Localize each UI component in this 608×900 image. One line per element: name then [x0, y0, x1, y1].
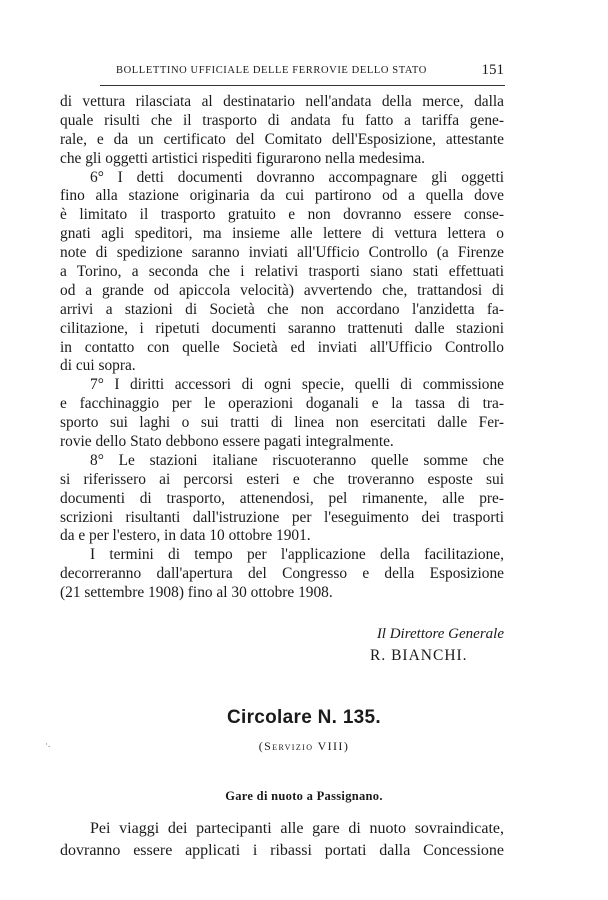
body-line: 6° I detti documenti dovranno accompagnare gli oggetti	[90, 168, 504, 186]
page-number: 151	[481, 62, 504, 78]
body-line: a Torino, a seconda che i relativi trasporti siano stati effettuati	[60, 263, 504, 281]
body-line: (21 settembre 1908) fino al 30 ottobre 1908.	[60, 584, 333, 602]
signature-block	[300, 624, 504, 667]
body-line: cilitazione, i ripetuti documenti saranno trattenuti dalle stazioni	[60, 319, 504, 337]
signature-name: R. BIANCHI.	[370, 647, 468, 664]
body-line: sporto sui laghi o sui tratti di linea non esercitati dalle Fer-	[60, 414, 504, 432]
body-line: dovranno essere applicati i ribassi portati dalla Concessione	[60, 842, 504, 859]
body-line: si riferissero ai percorsi esteri e che troveranno esposte sui	[60, 470, 504, 488]
circular-body-text	[60, 818, 504, 862]
circular-title: Circolare N. 135.	[226, 707, 381, 728]
body-line: documenti di trasporto, attenendosi, pel rimanente, alle pre-	[60, 489, 504, 507]
service-label: (Servizio VIII)	[258, 739, 350, 753]
body-line: da e per l'estero, in data 10 ottobre 1901.	[60, 527, 311, 545]
body-line: che gli oggetti artistici rispediti figurarono nella medesima.	[60, 149, 425, 167]
body-line: scrizioni risultanti dall'istruzione per l'eseguimento dei trasporti	[60, 508, 504, 526]
body-line: di cui sopra.	[60, 357, 136, 375]
print-speck-icon: ·.	[45, 739, 51, 749]
section-heading: Gare di nuoto a Passignano.	[225, 789, 383, 803]
body-line: od a grande od apiccola velocità) avvertendo che, trattandosi di	[60, 281, 504, 299]
body-line: Pei viaggi dei partecipanti alle gare di nuoto sovraindicate,	[90, 820, 504, 837]
body-line: gnati agli speditori, ma insieme alle lettere di vettura lettera o	[60, 225, 504, 243]
running-header	[100, 62, 504, 83]
signature-role: Il Direttore Generale	[376, 626, 504, 642]
body-line: rovie dello Stato debbono essere pagati integralmente.	[60, 433, 394, 451]
body-line: 8° Le stazioni italiane riscuoteranno quelle somme che	[90, 451, 504, 469]
body-line: I termini di tempo per l'applicazione della facilitazione,	[90, 546, 504, 564]
header-rule	[100, 85, 505, 86]
body-line: note di spedizione saranno inviati all'Ufficio Controllo (a Firenze	[60, 244, 504, 262]
body-line: arrivi a stazioni di Società che non accordano l'anzidetta fa-	[60, 300, 504, 318]
body-line: 7° I diritti accessori di ogni specie, quelli di commissione	[90, 376, 504, 394]
body-line: rale, e da un certificato del Comitato dell'Esposizione, attestante	[60, 130, 504, 148]
body-line: e facchinaggio per le operazioni doganali e la tassa di tra-	[60, 395, 504, 413]
body-line: decorreranno dall'apertura del Congresso e della Esposizione	[60, 565, 504, 583]
body-line: di vettura rilasciata al destinatario nell'andata della merce, dalla	[60, 93, 504, 110]
body-line: in contatto con quelle Società ed inviati all'Ufficio Controllo	[60, 338, 504, 356]
body-text	[60, 93, 504, 603]
body-line: è limitato il trasporto gratuito e non dovranno essere conse-	[60, 206, 504, 224]
running-title: BOLLETTINO UFFICIALE DELLE FERROVIE DELLO STATO	[116, 65, 427, 76]
body-line: fino alla stazione originaria da cui partirono od a quella dove	[60, 187, 504, 205]
body-line: quale risulti che il trasporto di andata fu fatto a tariffa gene-	[60, 111, 504, 129]
